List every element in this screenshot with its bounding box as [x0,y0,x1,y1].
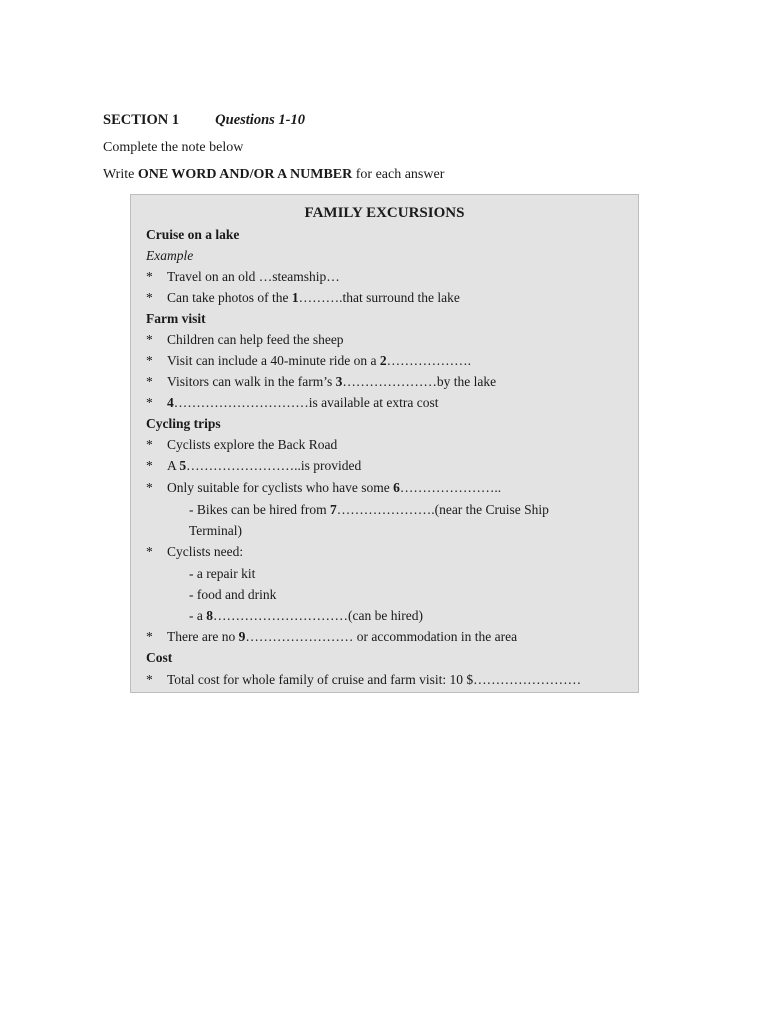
q4-blank: …………………………is available at extra cost [173,395,439,410]
bullet-star: * [146,290,153,305]
q4-number: 4 [167,395,174,410]
q10-text: Total cost for whole family of cruise and farm visit: 10 $…………………… [167,672,582,687]
q8-number: 8 [206,608,213,623]
instruction-write: Write [103,167,138,182]
question-1 [146,288,628,308]
example-text: Travel on an old …steamship… [167,269,340,284]
cyclists-need [146,542,628,562]
q1-text: Can take photos of the [167,290,292,305]
q1-blank: ……….that surround the lake [298,290,460,305]
bullet-star: * [146,395,153,410]
q2-text: Visit can include a 40-minute ride on a [167,353,380,368]
q6-number: 6 [393,480,400,495]
q3-number: 3 [335,374,343,389]
q6-blank: ………………….. [399,480,502,495]
q5-blank: ……………………..is provided [186,458,362,473]
instruction-word-limit-bold: ONE WORD AND/OR A NUMBER [137,167,353,182]
q9-text: There are no [167,629,239,644]
cycling-item-back-road-text: Cyclists explore the Back Road [167,437,338,452]
question-9 [146,627,628,647]
instruction-complete: Complete the note below [103,140,244,155]
farm-item-sheep-text: Children can help feed the sheep [167,332,344,347]
q2-number: 2 [379,353,387,368]
notes-title: FAMILY EXCURSIONS [304,205,465,221]
question-3 [146,372,628,392]
question-10 [146,670,628,690]
section-label: SECTION 1 [103,112,180,128]
q8-blank: …………………………(can be hired) [213,608,423,623]
bullet-star: * [146,458,153,473]
q7-blank: ………………….(near the Cruise Ship [336,502,549,517]
question-7-continued: Terminal) [189,523,243,538]
bullet-star: * [146,332,153,347]
questions-label: Questions 1-10 [215,112,305,128]
bullet-star: * [146,629,153,644]
bullet-star: * [146,672,153,687]
instruction-word-limit [103,165,663,185]
q7-number: 7 [329,502,337,517]
question-5 [146,456,628,476]
q7-text: - Bikes can be hired from [189,502,330,517]
q1-number: 1 [291,290,299,305]
bullet-star: * [146,269,153,284]
bullet-star: * [146,544,153,559]
q6-text: Only suitable for cyclists who have some [167,480,394,495]
instruction-each-answer: for each answer [352,167,445,182]
bullet-star: * [146,480,153,495]
q8-text: - a [189,608,207,623]
section-header [103,110,663,185]
q3-blank: …………………by the lake [342,374,497,389]
heading-cost: Cost [146,650,173,665]
question-4 [146,393,628,413]
bullet-star: * [146,353,153,368]
question-7 [189,500,628,520]
question-8 [189,606,628,626]
q9-number: 9 [238,629,246,644]
example-label: Example [146,248,194,263]
question-6 [146,478,628,498]
q5-text: A [167,458,180,473]
heading-cycling: Cycling trips [146,416,221,431]
question-2 [146,351,628,371]
heading-farm: Farm visit [146,311,206,326]
example-item [146,267,628,287]
heading-cruise: Cruise on a lake [146,227,240,242]
bullet-star: * [146,374,153,389]
q2-blank: ………………. [386,353,472,368]
need-food-drink: - food and drink [189,587,277,602]
need-repair-kit: - a repair kit [189,566,256,581]
cycling-item-back-road [146,435,628,455]
q9-blank: …………………… or accommodation in the area [245,629,518,644]
section-title-line [103,110,663,130]
q3-text: Visitors can walk in the farm’s [167,374,336,389]
notes-box [130,194,639,693]
bullet-star: * [146,437,153,452]
farm-item-sheep [146,330,628,350]
cyclists-need-text: Cyclists need: [167,544,244,559]
q5-number: 5 [179,458,187,473]
